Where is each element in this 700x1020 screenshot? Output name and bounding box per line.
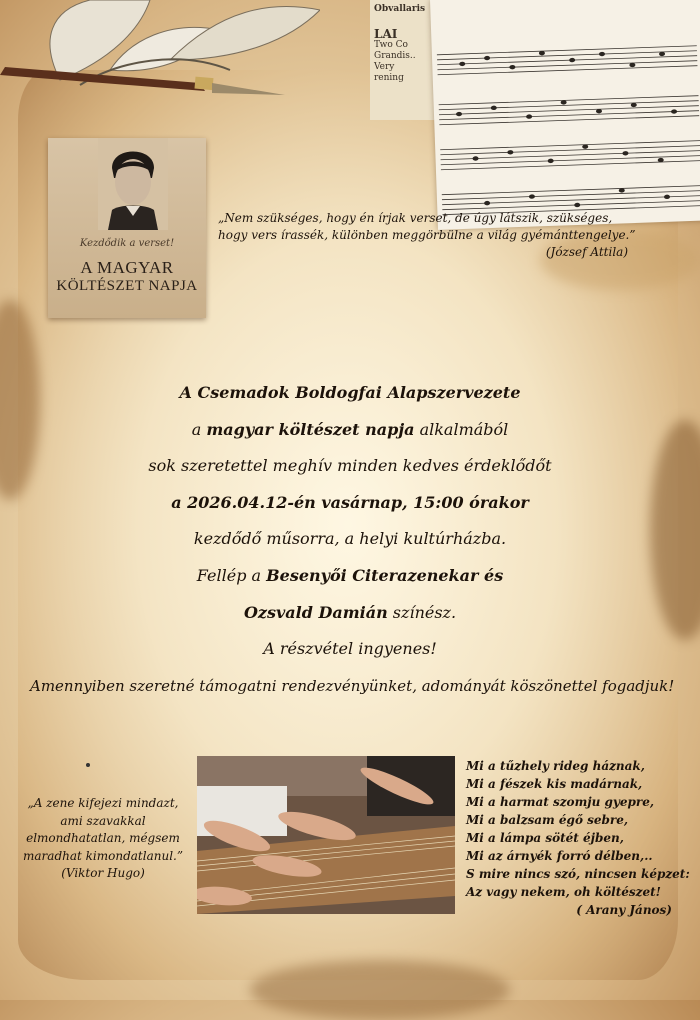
poem-line: Mi a fészek kis madárnak, <box>466 777 643 791</box>
quote-author: (József Attila) <box>545 245 628 259</box>
burn-edge-bottom <box>250 960 510 1020</box>
poem-line: Mi a tűzhely rideg háznak, <box>466 759 645 773</box>
invitation-occasion <box>30 412 670 449</box>
poem-line: Az vagy nekem, oh költészet! <box>466 885 661 899</box>
quote-line: ami szavakkal <box>60 813 146 828</box>
invitation-date-time: a 2026.04.12-én vasárnap, 15:00 órakor <box>171 492 529 512</box>
invitation-actor-role: színész. <box>387 602 457 622</box>
newspaper-line: Obvallaris <box>374 4 426 14</box>
zither-photo-illustration <box>197 756 455 914</box>
poem-author: ( Arany János) <box>576 903 672 917</box>
invitation-occasion-event: magyar költészet napja <box>206 419 415 439</box>
invitation-free-entry: A részvétel ingyenes! <box>263 639 437 659</box>
decorative-dot <box>86 763 90 767</box>
book-cover <box>48 138 206 318</box>
newspaper-line: Grandis.. <box>374 51 416 61</box>
invitation-performers <box>30 558 670 595</box>
quote-line: „A zene kifejezi mindazt, <box>27 796 179 810</box>
quote-text: „Nem szükséges, hogy én írjak verset, de úgy látszik, szükséges, hogy vers írassék, különben meggörbülne a világ gyémánttengelye.” <box>218 211 636 242</box>
poem-line: Mi az árnyék forró délben,.. <box>466 849 653 863</box>
invitation-welcome: sok szeretettel meghív minden kedves érdeklődőt <box>148 456 552 476</box>
poem-line: Mi a harmat szomju gyepre, <box>466 795 655 809</box>
quote-line: elmondhatatlan, mégsem <box>26 831 180 845</box>
book-title-line1: A MAGYAR <box>80 258 174 277</box>
quote-jozsef-attila <box>218 210 638 261</box>
invitation-text <box>30 375 675 704</box>
quote-viktor-hugo <box>18 795 188 883</box>
sheet-music <box>430 0 700 230</box>
poem-line: Mi a balzsam égő sebre, <box>466 813 629 827</box>
newspaper-line: LAI <box>374 27 398 41</box>
poem-line: S mire nincs szó, nincsen képzet: <box>466 867 690 881</box>
newspaper-line: Two Co <box>374 40 408 50</box>
newspaper-line: rening <box>374 73 404 83</box>
invitation-actor <box>30 595 670 632</box>
quote-line: maradhat kimondatlanul.” <box>23 848 183 863</box>
poem-line: Mi a lámpa sötét éjben, <box>466 831 624 845</box>
invitation-occasion-post: alkalmából <box>414 419 509 439</box>
fountain-pen-illustration <box>0 55 290 95</box>
book-script-title: Kezdődik a verset! <box>79 238 175 249</box>
poem-arany-janos <box>466 757 690 919</box>
zither-players-photo <box>197 756 455 914</box>
poet-portrait <box>98 138 168 230</box>
music-staves <box>430 0 700 230</box>
newspaper-line: Very <box>374 62 395 72</box>
invitation-performers-pre: Fellép a <box>196 565 267 585</box>
invitation-donation-note: Amennyiben szeretné támogatni rendezvényünket, adományát köszönettel fogadjuk! <box>30 676 675 695</box>
invitation-actor-name: Ozsvald Damián <box>243 602 388 622</box>
quote-author: (Viktor Hugo) <box>61 866 145 880</box>
invitation-venue: kezdődő műsorra, a helyi kultúrházba. <box>193 529 507 549</box>
invitation-organizer: A Csemadok Boldogfai Alapszervezete <box>179 383 521 402</box>
book-title-line2: KÖLTÉSZET NAPJA <box>56 278 198 294</box>
invitation-performers-band: Besenyői Citerazenekar és <box>266 565 504 585</box>
invitation-occasion-pre: a <box>191 419 207 439</box>
